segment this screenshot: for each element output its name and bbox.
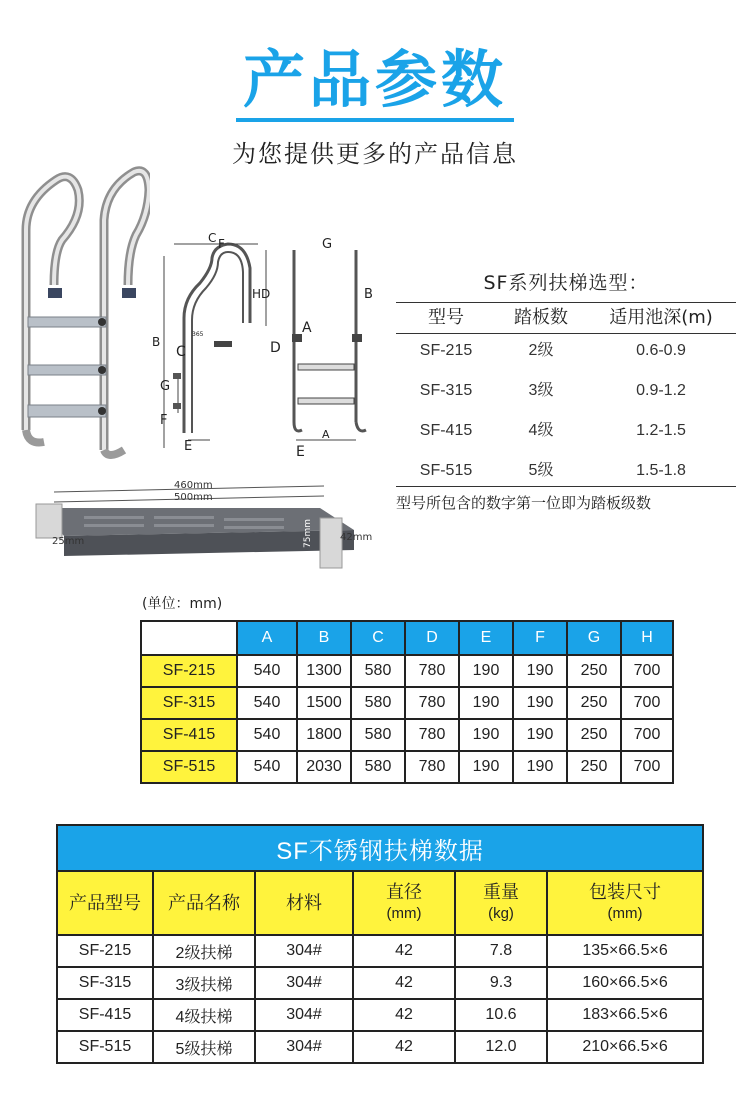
- dimension-header-e: E: [459, 621, 513, 655]
- table-row: [141, 655, 673, 687]
- spec-cell: 304#: [255, 1031, 353, 1063]
- front-label-a-bottom: A: [322, 428, 330, 441]
- spec-cell: 9.3: [455, 967, 547, 999]
- table-row: [57, 967, 703, 999]
- spec-cell: 183×66.5×6: [547, 999, 703, 1031]
- table-row: [141, 751, 673, 783]
- spec-header-label: 直径: [386, 882, 422, 902]
- diagram-label-b: B: [152, 335, 161, 349]
- diagram-label-c: C: [176, 344, 186, 360]
- selection-bottom-rule: [396, 486, 736, 487]
- spec-cell: 210×66.5×6: [547, 1031, 703, 1063]
- dimension-cell: 580: [351, 655, 405, 687]
- selection-model: SF-315: [419, 382, 473, 399]
- dimension-cell: 190: [513, 751, 567, 783]
- spec-header-unit: (mm): [607, 905, 643, 922]
- front-label-g: G: [322, 237, 333, 252]
- dimension-cell: 780: [405, 719, 459, 751]
- spec-header-unit: (kg): [488, 905, 514, 922]
- selection-header-depth: 适用池深(m): [609, 307, 713, 328]
- diagram-label-365: 365: [192, 331, 204, 338]
- diagram-label-e: E: [184, 439, 193, 454]
- dimension-model-cell: SF-315: [141, 687, 237, 719]
- front-label-a: A: [302, 320, 312, 336]
- dimension-cell: 580: [351, 687, 405, 719]
- dimension-cell: 190: [513, 655, 567, 687]
- spec-cell: 42: [353, 935, 455, 967]
- table-row: [141, 687, 673, 719]
- spec-cell: 2级扶梯: [153, 935, 255, 967]
- dimension-header-a: A: [237, 621, 297, 655]
- dimension-cell: 580: [351, 719, 405, 751]
- selection-steps: 2级: [528, 342, 554, 359]
- dimension-cell: 700: [621, 751, 673, 783]
- dimension-cell: 780: [405, 751, 459, 783]
- selection-steps: 5级: [528, 462, 554, 479]
- dimension-cell: 700: [621, 655, 673, 687]
- dimension-cell: 190: [513, 719, 567, 751]
- dimension-cell: 1300: [297, 655, 351, 687]
- dimension-model-cell: SF-515: [141, 751, 237, 783]
- selection-depth: 1.2-1.5: [636, 422, 686, 439]
- step-label-75: 75mm: [303, 519, 313, 548]
- step-label-25: 25mm: [52, 536, 85, 547]
- table-row: [57, 999, 703, 1031]
- selection-steps: 4级: [528, 422, 554, 439]
- spec-cell: SF-415: [57, 999, 153, 1031]
- selection-header-rule: [396, 333, 736, 334]
- spec-header-weight: [455, 871, 547, 935]
- spec-cell: 160×66.5×6: [547, 967, 703, 999]
- ladder-product-photo: [16, 160, 150, 460]
- spec-cell: 7.8: [455, 935, 547, 967]
- dimension-cell: 2030: [297, 751, 351, 783]
- dimension-cell: 700: [621, 687, 673, 719]
- dimension-header-g: G: [567, 621, 621, 655]
- selection-header-row: [396, 303, 736, 333]
- dimension-cell: 190: [513, 687, 567, 719]
- spec-cell: 42: [353, 999, 455, 1031]
- dimension-cell: 190: [459, 751, 513, 783]
- spec-cell: 42: [353, 1031, 455, 1063]
- dimension-cell: 780: [405, 687, 459, 719]
- spec-table-title: SF不锈钢扶梯数据: [57, 825, 703, 871]
- dimension-cell: 540: [237, 687, 297, 719]
- dimension-cell: 250: [567, 751, 621, 783]
- table-row: [141, 719, 673, 751]
- step-label-500: 500mm: [174, 492, 213, 503]
- page-title: 产品参数: [242, 43, 507, 116]
- spec-header-unit: (mm): [386, 905, 422, 922]
- spec-cell: SF-515: [57, 1031, 153, 1063]
- dimension-header-h: H: [621, 621, 673, 655]
- table-row: [57, 935, 703, 967]
- page-subtitle: 为您提供更多的产品信息: [232, 140, 518, 168]
- dimension-cell: 540: [237, 655, 297, 687]
- spec-header-label: 包装尺寸: [589, 882, 662, 902]
- spec-header-label: 材料: [286, 893, 322, 913]
- front-label-b: B: [364, 287, 373, 302]
- spec-table: [56, 824, 704, 1064]
- title-underline: [236, 118, 514, 122]
- ladder-front-diagram: [286, 232, 386, 460]
- selection-depth: 0.9-1.2: [636, 382, 686, 399]
- diagram-label-g: G: [160, 379, 171, 394]
- spec-cell: 4级扶梯: [153, 999, 255, 1031]
- spec-cell: SF-315: [57, 967, 153, 999]
- dimension-table: [140, 620, 674, 784]
- selection-note: 型号所包含的数字第一位即为踏板级数: [396, 494, 652, 512]
- dimension-model-cell: SF-215: [141, 655, 237, 687]
- spec-header-label: 产品型号: [69, 893, 141, 913]
- spec-header-model: [57, 871, 153, 935]
- spec-cell: SF-215: [57, 935, 153, 967]
- selection-row: [396, 416, 736, 446]
- dimension-cell: 540: [237, 751, 297, 783]
- dimension-cell: 1500: [297, 687, 351, 719]
- diagram-label-d: D: [270, 340, 281, 356]
- dimension-cell: 700: [621, 719, 673, 751]
- spec-header-diameter: [353, 871, 455, 935]
- diagram-label-c-top: C: [208, 231, 217, 245]
- diagram-label-hd: HD: [252, 287, 271, 301]
- spec-banner-row: [57, 825, 703, 871]
- spec-cell: 5级扶梯: [153, 1031, 255, 1063]
- selection-model: SF-515: [419, 462, 473, 479]
- dimension-header-b: B: [297, 621, 351, 655]
- selection-header-model: 型号: [428, 307, 464, 328]
- selection-model: SF-215: [419, 342, 473, 359]
- dimension-cell: 540: [237, 719, 297, 751]
- selection-header-steps: 踏板数: [514, 307, 568, 328]
- selection-steps: 3级: [528, 382, 554, 399]
- selection-row: [396, 376, 736, 406]
- spec-header-label: 产品名称: [168, 893, 240, 913]
- dimension-header-f: F: [513, 621, 567, 655]
- dimension-header-c: C: [351, 621, 405, 655]
- ladder-side-diagram: [148, 228, 288, 460]
- dimension-cell: 190: [459, 687, 513, 719]
- spec-header-row: [57, 871, 703, 935]
- diagram-label-f: F: [160, 413, 168, 428]
- spec-cell: 304#: [255, 967, 353, 999]
- selection-row: [396, 336, 736, 366]
- step-label-460: 460mm: [174, 480, 213, 491]
- spec-header-label: 重量: [483, 882, 519, 902]
- dimension-cell: 250: [567, 719, 621, 751]
- spec-cell: 42: [353, 967, 455, 999]
- dimension-cell: 250: [567, 655, 621, 687]
- selection-depth: 0.6-0.9: [636, 342, 686, 359]
- dimension-cell: 250: [567, 687, 621, 719]
- dimension-corner-cell: [141, 621, 237, 655]
- spec-header-material: [255, 871, 353, 935]
- spec-cell: 304#: [255, 999, 353, 1031]
- selection-row: [396, 456, 736, 486]
- diagram-label-f-top: F: [218, 237, 225, 251]
- dimension-cell: 190: [459, 719, 513, 751]
- dimension-header-d: D: [405, 621, 459, 655]
- spec-cell: 10.6: [455, 999, 547, 1031]
- dimension-header-row: [141, 621, 673, 655]
- dimension-cell: 1800: [297, 719, 351, 751]
- spec-cell: 135×66.5×6: [547, 935, 703, 967]
- step-label-42: 42mm: [340, 532, 373, 543]
- dimension-cell: 190: [459, 655, 513, 687]
- selection-model: SF-415: [419, 422, 473, 439]
- spec-cell: 304#: [255, 935, 353, 967]
- spec-cell: 12.0: [455, 1031, 547, 1063]
- dimension-cell: 580: [351, 751, 405, 783]
- selection-title: SF系列扶梯选型：: [483, 272, 649, 294]
- dimension-model-cell: SF-415: [141, 719, 237, 751]
- table-row: [57, 1031, 703, 1063]
- front-label-e: E: [296, 444, 305, 460]
- unit-label: (单位：mm): [142, 596, 223, 612]
- spec-cell: 3级扶梯: [153, 967, 255, 999]
- dimension-cell: 780: [405, 655, 459, 687]
- selection-depth: 1.5-1.8: [636, 462, 686, 479]
- step-tread-photo: [24, 478, 378, 578]
- spec-header-package: [547, 871, 703, 935]
- spec-header-name: [153, 871, 255, 935]
